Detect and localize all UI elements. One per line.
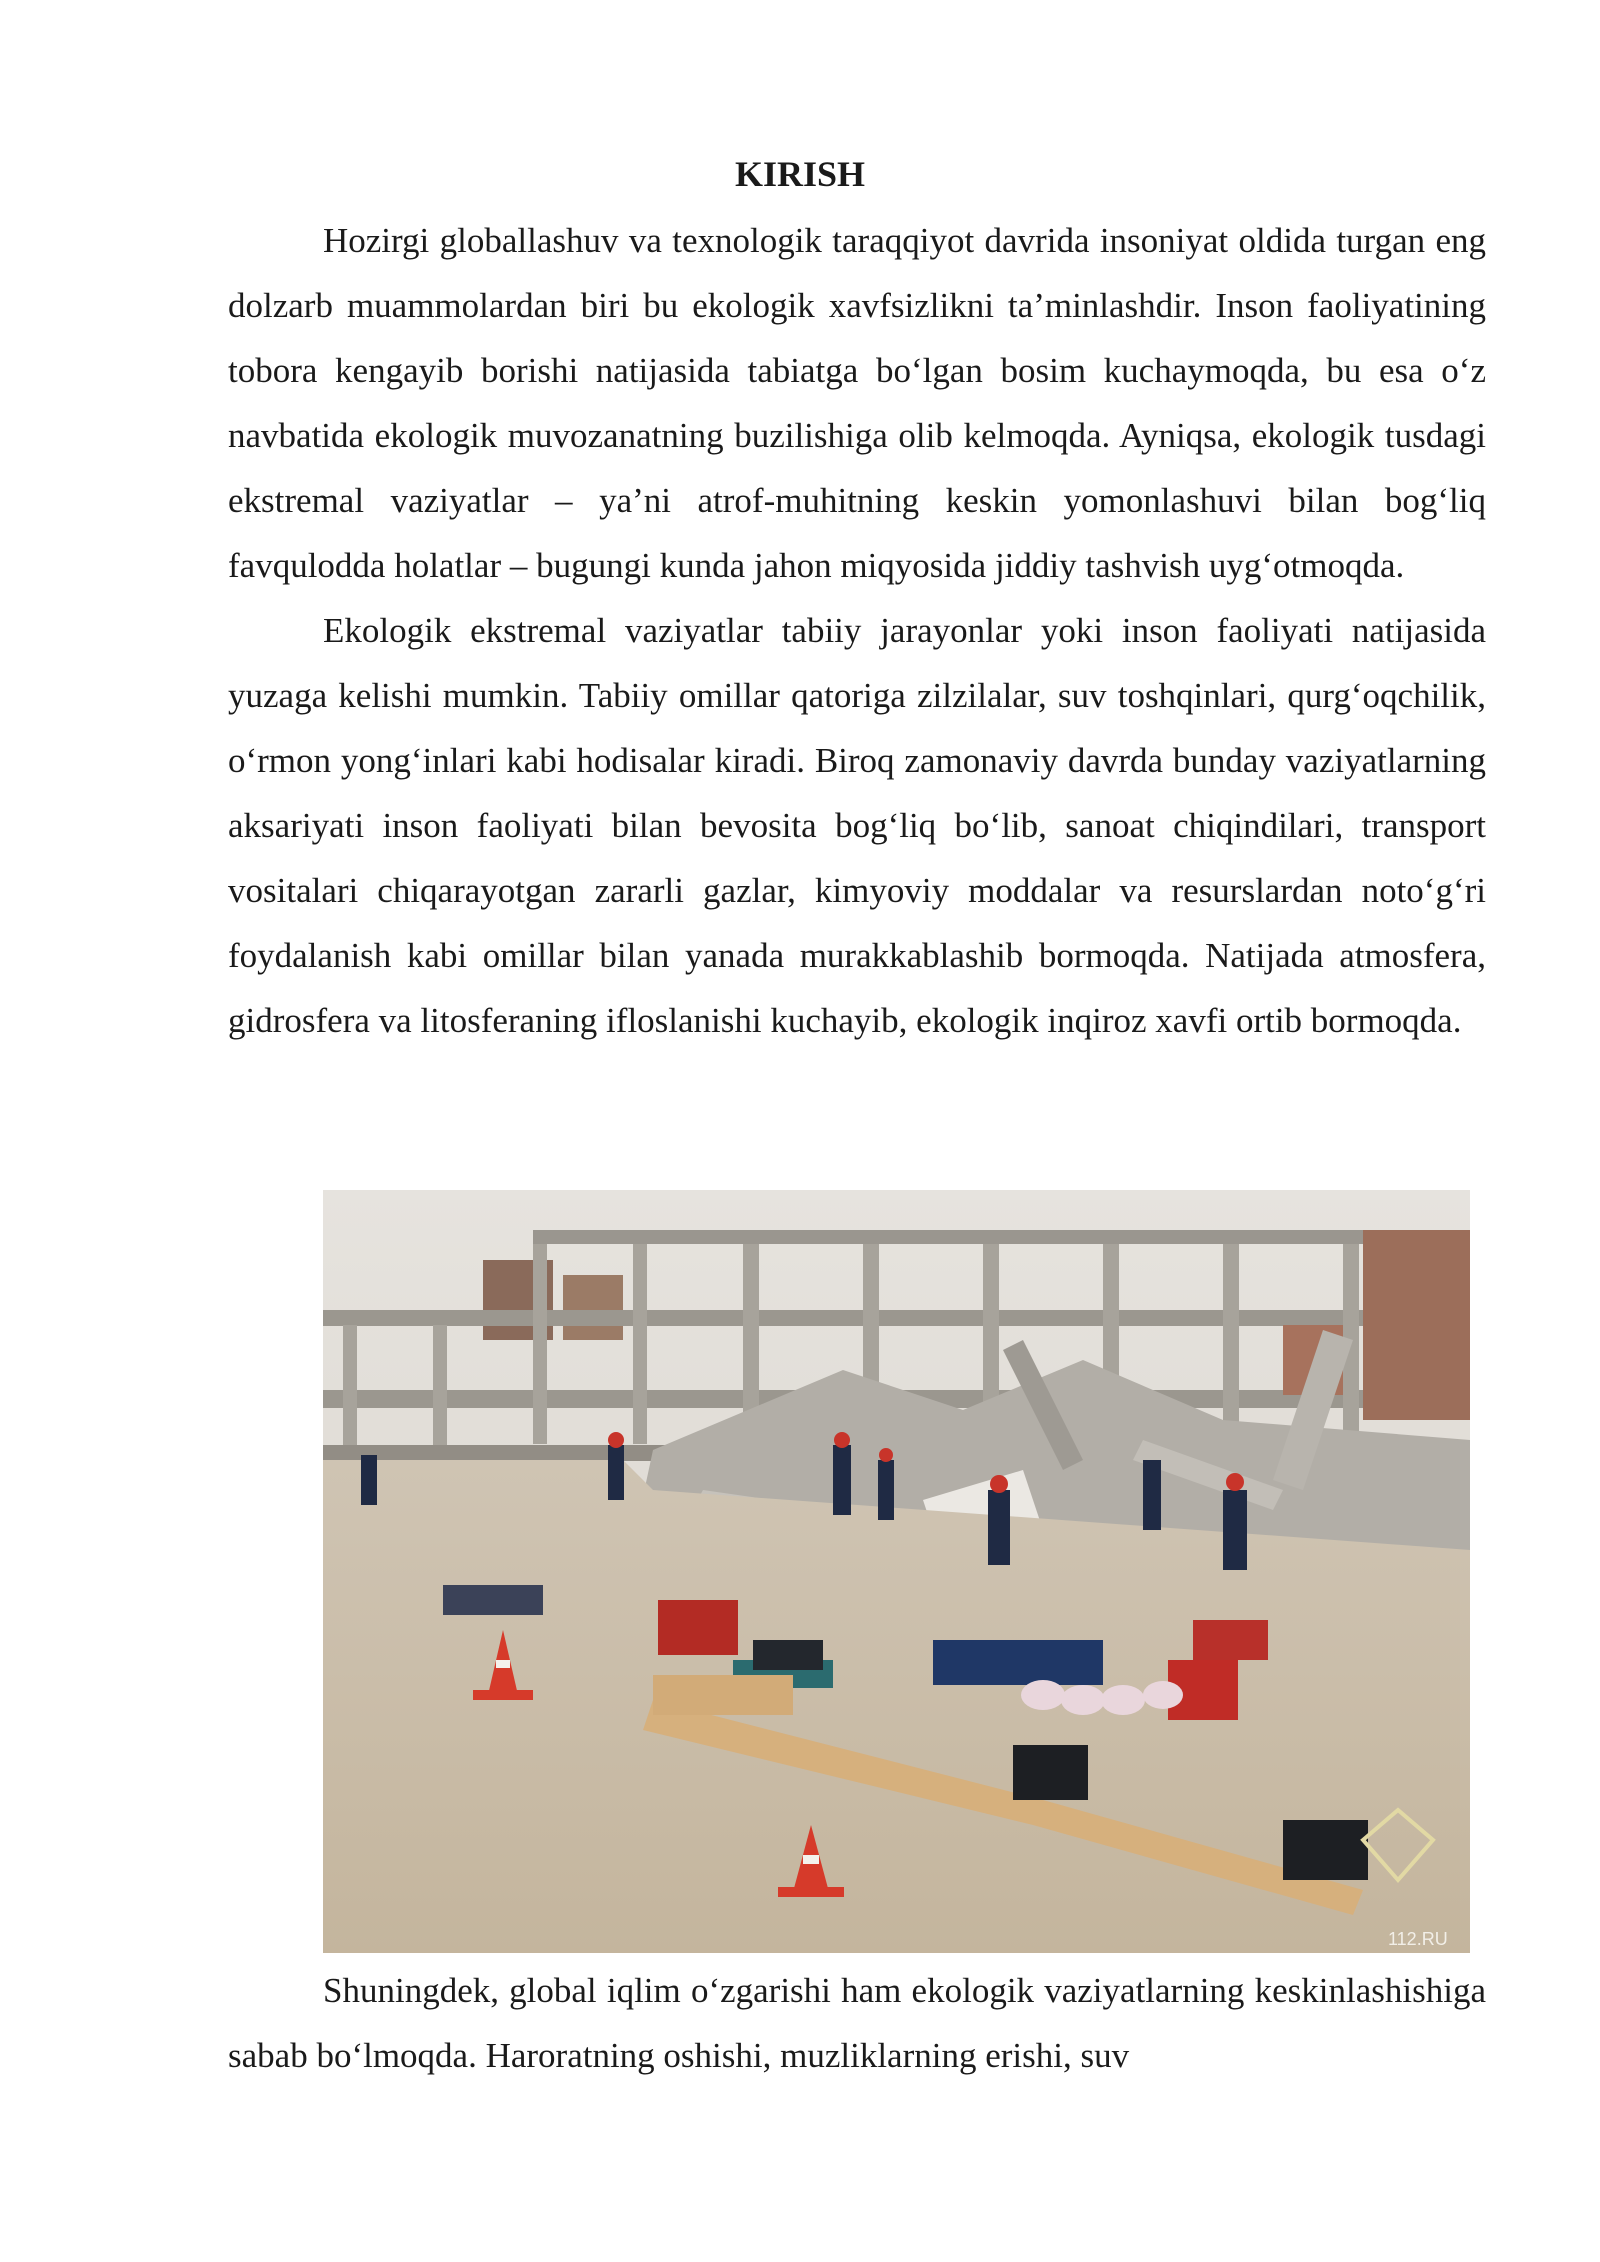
- paragraph-1: Hozirgi globallashuv va texnologik taraqqiyot davrida insoniyat oldida turgan eng dolzarb muammolardan biri bu ekologik xavfsizlikni ta’minlashdir. Inson faoliyatining tobora kengayib borishi natijasida tabiatga bo‘lgan bosim kuchaymoqda, bu esa o‘z navbatida ekologik muvozanatning buzilishiga olib kelmoqda. Ayniqsa, ekologik tusdagi ekstremal vaziyatlar – ya’ni atrof-muhitning keskin yomonlashuvi bilan bog‘liq favqulodda holatlar – bugungi kunda jahon miqyosida jiddiy tashvish uyg‘otmoqda.: [228, 221, 1486, 585]
- intro-text-block: [228, 208, 1486, 1053]
- photo-watermark: 112.RU: [1388, 1929, 1448, 1949]
- section-heading: KIRISH: [734, 154, 866, 194]
- rescue-operation-photo: [323, 1190, 1470, 1953]
- paragraph-2: Ekologik ekstremal vaziyatlar tabiiy jarayonlar yoki inson faoliyati natijasida yuzaga kelishi mumkin. Tabiiy omillar qatoriga zilzilalar, suv toshqinlari, qurg‘oqchilik, o‘rmon yong‘inlari kabi hodisalar kiradi. Biroq zamonaviy davrda bunday vaziyatlarning aksariyati inson faoliyati bilan bevosita bog‘liq bo‘lib, sanoat chiqindilari, transport vositalari chiqarayotgan zararli gazlar, kimyoviy moddalar va resurslardan noto‘g‘ri foydalanish kabi omillar bilan yanada murakkablashib bormoqda. Natijada atmosfera, gidrosfera va litosferaning ifloslanishi kuchayib, ekologik inqiroz xavfi ortib bormoqda.: [228, 611, 1486, 1040]
- paragraph-3: Shuningdek, global iqlim o‘zgarishi ham ekologik vaziyatlarning keskinlashishiga sabab bo‘lmoqda. Haroratning oshishi, muzliklarning erishi, suv: [228, 1971, 1486, 2075]
- continuation-text-block: [228, 1958, 1486, 2088]
